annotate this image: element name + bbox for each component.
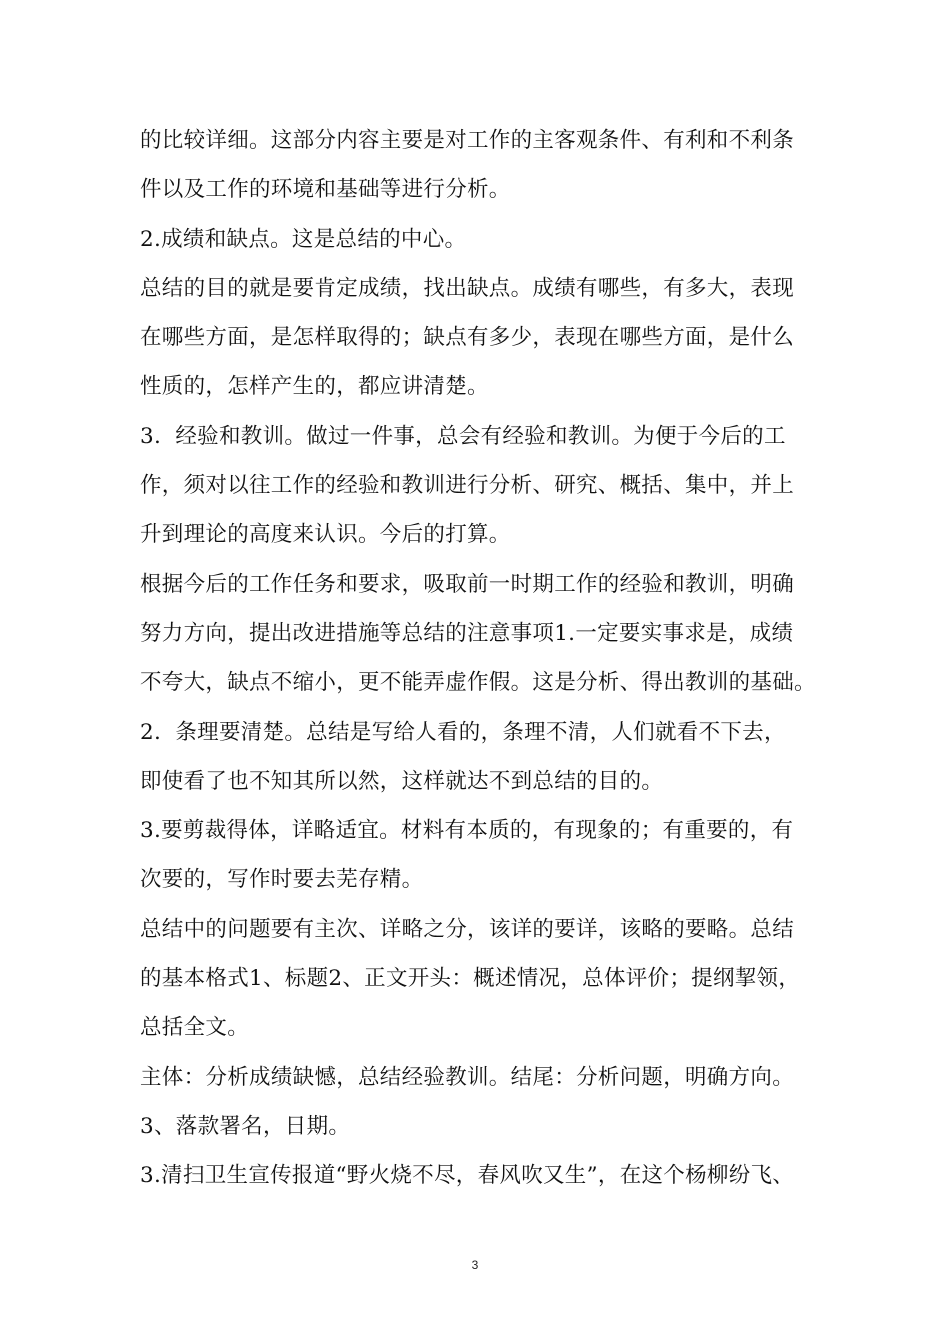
text-line: 3.要剪裁得体，详略适宜。材料有本质的，有现象的；有重要的，有: [140, 818, 794, 844]
page-number: 3: [471, 1258, 479, 1272]
text-line: 主体：分析成绩缺憾，总结经验教训。结尾：分析问题，明确方向。: [140, 1064, 795, 1090]
text-line: 总结的目的就是要肯定成绩，找出缺点。成绩有哪些，有多大，表现: [140, 275, 795, 301]
text-line: 作，须对以往工作的经验和教训进行分析、研究、概括、集中，并上: [140, 473, 795, 499]
text-line: 性质的，怎样产生的，都应讲清楚。: [140, 374, 489, 400]
text-line: 的基本格式1、标题2、正文开头：概述情况，总体评价；提纲挈领，: [140, 966, 801, 992]
text-line: 升到理论的高度来认识。今后的打算。: [140, 522, 511, 548]
text-line: 2.成绩和缺点。这是总结的中心。: [140, 226, 467, 252]
text-line: 件以及工作的环境和基础等进行分析。: [140, 177, 511, 203]
text-line: 的比较详细。这部分内容主要是对工作的主客观条件、有利和不利条: [140, 128, 795, 153]
text-line: 3. 经验和教训。做过一件事，总会有经验和教训。为便于今后的工: [140, 423, 786, 449]
text-line: 不夸大，缺点不缩小，更不能弄虚作假。这是分析、得出教训的基础。: [140, 670, 816, 696]
text-line: 在哪些方面，是怎样取得的；缺点有多少，表现在哪些方面，是什么: [140, 325, 795, 351]
text-line: 3.清扫卫生宣传报道“野火烧不尽，春风吹又生”，在这个杨柳纷飞、: [140, 1163, 795, 1189]
text-line: 根据今后的工作任务和要求，吸取前一时期工作的经验和教训，明确: [140, 571, 795, 597]
text-line: 总括全文。: [140, 1015, 250, 1041]
text-line: 3、落款署名，日期。: [140, 1113, 351, 1139]
text-line: 次要的，写作时要去芜存精。: [140, 867, 424, 893]
body-text: [140, 122, 840, 1207]
text-line: 2. 条理要清楚。总结是写给人看的，条理不清，人们就看不下去，: [140, 719, 786, 745]
text-line: 总结中的问题要有主次、详略之分，该详的要详，该略的要略。总结: [140, 916, 795, 942]
text-line: 努力方向，提出改进措施等总结的注意事项1.一定要实事求是，成绩: [140, 620, 794, 646]
text-line: 即使看了也不知其所以然，这样就达不到总结的目的。: [140, 768, 664, 794]
